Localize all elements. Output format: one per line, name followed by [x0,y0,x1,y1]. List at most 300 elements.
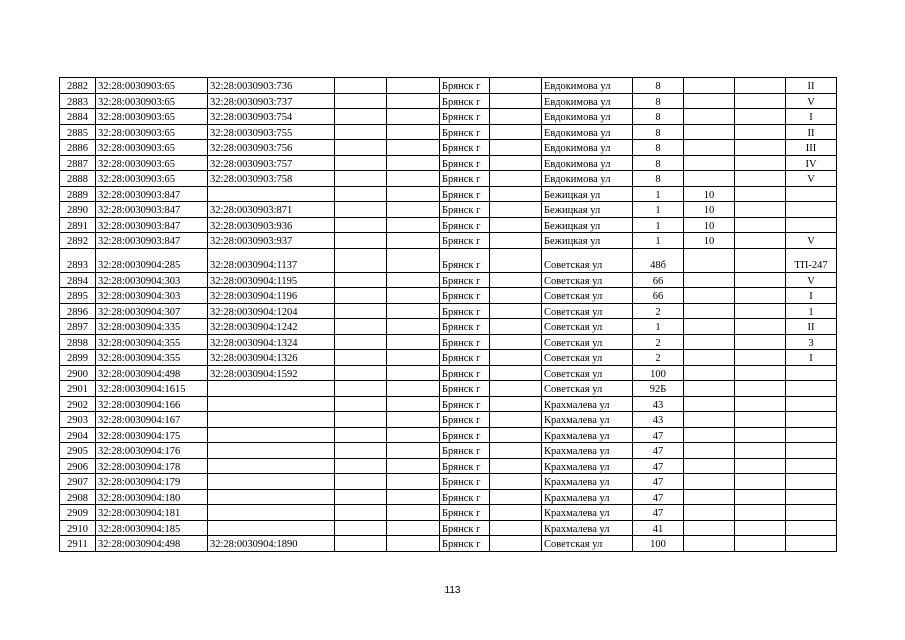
empty-cell [490,458,542,474]
empty-cell [735,334,786,350]
premises-part-cell [786,365,837,381]
empty-cell [735,365,786,381]
city-cell: Брянск г [440,505,490,521]
empty-cell [387,427,440,443]
parcel-cadastral-number-cell: 32:28:0030904:178 [96,458,208,474]
empty-cell [735,202,786,218]
parcel-cadastral-number-cell: 32:28:0030904:335 [96,319,208,335]
street-cell: Евдокимова ул [542,109,633,125]
street-cell: Евдокимова ул [542,171,633,187]
premises-part-cell: III [786,140,837,156]
table-row [60,78,837,94]
empty-cell [387,303,440,319]
empty-cell [387,474,440,490]
table-row [60,334,837,350]
empty-cell [735,427,786,443]
empty-cell [335,427,387,443]
object-cadastral-number-cell [208,427,335,443]
parcel-cadastral-number-cell: 32:28:0030903:847 [96,186,208,202]
empty-cell [335,140,387,156]
empty-cell [387,350,440,366]
empty-cell [490,109,542,125]
street-cell: Крахмалева ул [542,443,633,459]
empty-cell [387,124,440,140]
apartment-number-cell [684,124,735,140]
empty-cell [735,217,786,233]
empty-cell [735,124,786,140]
table-row [60,489,837,505]
parcel-cadastral-number-cell: 32:28:0030904:303 [96,288,208,304]
city-cell: Брянск г [440,536,490,552]
apartment-number-cell [684,303,735,319]
object-cadastral-number-cell [208,443,335,459]
city-cell: Брянск г [440,334,490,350]
empty-cell [387,272,440,288]
empty-cell [335,412,387,428]
house-number-cell: 8 [633,140,684,156]
premises-part-cell [786,412,837,428]
apartment-number-cell [684,109,735,125]
empty-cell [735,171,786,187]
house-number-cell: 66 [633,272,684,288]
empty-cell [490,536,542,552]
object-cadastral-number-cell: 32:28:0030903:757 [208,155,335,171]
object-cadastral-number-cell: 32:28:0030903:737 [208,93,335,109]
parcel-cadastral-number-cell: 32:28:0030903:65 [96,93,208,109]
city-cell: Брянск г [440,520,490,536]
apartment-number-cell [684,427,735,443]
street-cell: Советская ул [542,303,633,319]
city-cell: Брянск г [440,396,490,412]
parcel-cadastral-number-cell: 32:28:0030903:65 [96,78,208,94]
apartment-number-cell [684,288,735,304]
empty-cell [490,319,542,335]
empty-cell [335,474,387,490]
apartment-number-cell [684,334,735,350]
empty-cell [490,171,542,187]
object-cadastral-number-cell: 32:28:0030904:1592 [208,365,335,381]
parcel-cadastral-number-cell: 32:28:0030904:498 [96,536,208,552]
house-number-cell: 2 [633,334,684,350]
premises-part-cell [786,443,837,459]
row-number-cell: 2902 [60,396,96,412]
object-cadastral-number-cell: 32:28:0030904:1195 [208,272,335,288]
empty-cell [335,272,387,288]
city-cell: Брянск г [440,458,490,474]
city-cell: Брянск г [440,443,490,459]
house-number-cell: 43 [633,396,684,412]
premises-part-cell: I [786,350,837,366]
empty-cell [387,248,440,272]
object-cadastral-number-cell: 32:28:0030904:1137 [208,248,335,272]
house-number-cell: 8 [633,155,684,171]
street-cell: Евдокимова ул [542,140,633,156]
table-row [60,443,837,459]
empty-cell [335,505,387,521]
house-number-cell: 47 [633,489,684,505]
empty-cell [387,109,440,125]
empty-cell [387,155,440,171]
parcel-cadastral-number-cell: 32:28:0030903:65 [96,124,208,140]
empty-cell [490,474,542,490]
row-number-cell: 2901 [60,381,96,397]
empty-cell [490,202,542,218]
empty-cell [735,350,786,366]
parcel-cadastral-number-cell: 32:28:0030904:175 [96,427,208,443]
empty-cell [387,78,440,94]
empty-cell [335,124,387,140]
object-cadastral-number-cell: 32:28:0030904:1324 [208,334,335,350]
street-cell: Евдокимова ул [542,93,633,109]
object-cadastral-number-cell: 32:28:0030904:1326 [208,350,335,366]
page-number: 113 [444,585,461,596]
row-number-cell: 2889 [60,186,96,202]
empty-cell [335,171,387,187]
table-row [60,109,837,125]
object-cadastral-number-cell: 32:28:0030903:736 [208,78,335,94]
row-number-cell: 2885 [60,124,96,140]
empty-cell [387,381,440,397]
city-cell: Брянск г [440,93,490,109]
empty-cell [387,217,440,233]
empty-cell [387,520,440,536]
premises-part-cell [786,458,837,474]
table-row [60,248,837,272]
parcel-cadastral-number-cell: 32:28:0030904:1615 [96,381,208,397]
house-number-cell: 41 [633,520,684,536]
empty-cell [490,443,542,459]
table-row [60,303,837,319]
house-number-cell: 47 [633,458,684,474]
row-number-cell: 2900 [60,365,96,381]
apartment-number-cell [684,248,735,272]
street-cell: Евдокимова ул [542,124,633,140]
empty-cell [335,155,387,171]
city-cell: Брянск г [440,427,490,443]
parcel-cadastral-number-cell: 32:28:0030904:355 [96,334,208,350]
empty-cell [335,443,387,459]
city-cell: Брянск г [440,319,490,335]
empty-cell [735,186,786,202]
object-cadastral-number-cell [208,186,335,202]
object-cadastral-number-cell: 32:28:0030903:936 [208,217,335,233]
row-number-cell: 2906 [60,458,96,474]
table-row [60,155,837,171]
empty-cell [490,93,542,109]
empty-cell [335,334,387,350]
row-number-cell: 2895 [60,288,96,304]
empty-cell [735,140,786,156]
apartment-number-cell [684,396,735,412]
table-row [60,350,837,366]
parcel-cadastral-number-cell: 32:28:0030904:181 [96,505,208,521]
empty-cell [335,217,387,233]
city-cell: Брянск г [440,233,490,249]
object-cadastral-number-cell: 32:28:0030903:871 [208,202,335,218]
empty-cell [490,140,542,156]
table-row [60,233,837,249]
city-cell: Брянск г [440,248,490,272]
city-cell: Брянск г [440,78,490,94]
empty-cell [387,319,440,335]
empty-cell [335,536,387,552]
empty-cell [735,396,786,412]
street-cell: Евдокимова ул [542,78,633,94]
table-row [60,381,837,397]
premises-part-cell: V [786,93,837,109]
street-cell: Крахмалева ул [542,458,633,474]
house-number-cell: 47 [633,427,684,443]
row-number-cell: 2886 [60,140,96,156]
property-registry-table [59,77,837,552]
apartment-number-cell [684,520,735,536]
empty-cell [735,303,786,319]
apartment-number-cell [684,319,735,335]
city-cell: Брянск г [440,381,490,397]
empty-cell [335,202,387,218]
empty-cell [387,334,440,350]
empty-cell [387,288,440,304]
apartment-number-cell: 10 [684,217,735,233]
empty-cell [335,186,387,202]
empty-cell [335,233,387,249]
row-number-cell: 2891 [60,217,96,233]
empty-cell [490,124,542,140]
street-cell: Крахмалева ул [542,520,633,536]
empty-cell [335,458,387,474]
street-cell: Советская ул [542,319,633,335]
table-row [60,520,837,536]
parcel-cadastral-number-cell: 32:28:0030903:65 [96,171,208,187]
premises-part-cell [786,536,837,552]
empty-cell [335,350,387,366]
apartment-number-cell [684,505,735,521]
table-row [60,458,837,474]
empty-cell [490,365,542,381]
city-cell: Брянск г [440,303,490,319]
house-number-cell: 43 [633,412,684,428]
parcel-cadastral-number-cell: 32:28:0030903:847 [96,233,208,249]
premises-part-cell [786,489,837,505]
city-cell: Брянск г [440,365,490,381]
table-row [60,186,837,202]
empty-cell [387,536,440,552]
empty-cell [490,186,542,202]
table-row [60,140,837,156]
object-cadastral-number-cell: 32:28:0030904:1204 [208,303,335,319]
premises-part-cell: II [786,124,837,140]
table-row [60,288,837,304]
object-cadastral-number-cell [208,396,335,412]
empty-cell [735,319,786,335]
table-row [60,319,837,335]
empty-cell [735,109,786,125]
table-row [60,536,837,552]
premises-part-cell: V [786,171,837,187]
row-number-cell: 2884 [60,109,96,125]
empty-cell [335,78,387,94]
empty-cell [335,520,387,536]
empty-cell [490,396,542,412]
row-number-cell: 2896 [60,303,96,319]
empty-cell [490,489,542,505]
empty-cell [735,536,786,552]
empty-cell [490,78,542,94]
apartment-number-cell [684,381,735,397]
empty-cell [490,288,542,304]
premises-part-cell: IV [786,155,837,171]
table-row [60,217,837,233]
apartment-number-cell [684,474,735,490]
house-number-cell: 100 [633,536,684,552]
empty-cell [335,489,387,505]
empty-cell [735,474,786,490]
empty-cell [490,427,542,443]
object-cadastral-number-cell [208,381,335,397]
parcel-cadastral-number-cell: 32:28:0030904:285 [96,248,208,272]
parcel-cadastral-number-cell: 32:28:0030904:307 [96,303,208,319]
city-cell: Брянск г [440,272,490,288]
table-row [60,474,837,490]
table-row [60,427,837,443]
house-number-cell: 1 [633,217,684,233]
empty-cell [490,412,542,428]
house-number-cell: 8 [633,124,684,140]
house-number-cell: 92Б [633,381,684,397]
street-cell: Крахмалева ул [542,396,633,412]
empty-cell [335,396,387,412]
apartment-number-cell [684,140,735,156]
object-cadastral-number-cell: 32:28:0030904:1890 [208,536,335,552]
table-row [60,412,837,428]
street-cell: Советская ул [542,288,633,304]
apartment-number-cell: 10 [684,233,735,249]
empty-cell [490,381,542,397]
apartment-number-cell [684,93,735,109]
premises-part-cell [786,427,837,443]
street-cell: Крахмалева ул [542,412,633,428]
city-cell: Брянск г [440,140,490,156]
premises-part-cell [786,186,837,202]
empty-cell [735,520,786,536]
city-cell: Брянск г [440,288,490,304]
house-number-cell: 47 [633,443,684,459]
object-cadastral-number-cell: 32:28:0030903:754 [208,109,335,125]
empty-cell [735,272,786,288]
house-number-cell: 1 [633,186,684,202]
premises-part-cell: II [786,78,837,94]
city-cell: Брянск г [440,186,490,202]
row-number-cell: 2907 [60,474,96,490]
parcel-cadastral-number-cell: 32:28:0030904:303 [96,272,208,288]
empty-cell [490,233,542,249]
object-cadastral-number-cell: 32:28:0030903:758 [208,171,335,187]
house-number-cell: 66 [633,288,684,304]
house-number-cell: 1 [633,319,684,335]
empty-cell [490,350,542,366]
street-cell: Бежицкая ул [542,217,633,233]
parcel-cadastral-number-cell: 32:28:0030904:355 [96,350,208,366]
street-cell: Советская ул [542,365,633,381]
object-cadastral-number-cell [208,458,335,474]
row-number-cell: 2899 [60,350,96,366]
empty-cell [735,93,786,109]
parcel-cadastral-number-cell: 32:28:0030904:179 [96,474,208,490]
row-number-cell: 2893 [60,248,96,272]
row-number-cell: 2905 [60,443,96,459]
row-number-cell: 2894 [60,272,96,288]
apartment-number-cell [684,443,735,459]
row-number-cell: 2890 [60,202,96,218]
row-number-cell: 2898 [60,334,96,350]
empty-cell [335,319,387,335]
object-cadastral-number-cell: 32:28:0030904:1242 [208,319,335,335]
house-number-cell: 1 [633,202,684,218]
parcel-cadastral-number-cell: 32:28:0030903:65 [96,155,208,171]
street-cell: Бежицкая ул [542,202,633,218]
empty-cell [490,155,542,171]
apartment-number-cell: 10 [684,186,735,202]
row-number-cell: 2883 [60,93,96,109]
empty-cell [735,458,786,474]
empty-cell [387,443,440,459]
apartment-number-cell [684,171,735,187]
parcel-cadastral-number-cell: 32:28:0030903:847 [96,217,208,233]
parcel-cadastral-number-cell: 32:28:0030903:65 [96,109,208,125]
house-number-cell: 47 [633,474,684,490]
row-number-cell: 2904 [60,427,96,443]
premises-part-cell: V [786,233,837,249]
empty-cell [735,443,786,459]
premises-part-cell: 3 [786,334,837,350]
empty-cell [735,288,786,304]
table-row [60,124,837,140]
house-number-cell: 8 [633,109,684,125]
city-cell: Брянск г [440,474,490,490]
table-row [60,272,837,288]
house-number-cell: 48б [633,248,684,272]
city-cell: Брянск г [440,412,490,428]
apartment-number-cell [684,458,735,474]
object-cadastral-number-cell [208,489,335,505]
parcel-cadastral-number-cell: 32:28:0030904:166 [96,396,208,412]
street-cell: Советская ул [542,350,633,366]
row-number-cell: 2882 [60,78,96,94]
empty-cell [335,109,387,125]
empty-cell [490,303,542,319]
street-cell: Бежицкая ул [542,233,633,249]
premises-part-cell: I [786,109,837,125]
object-cadastral-number-cell: 32:28:0030904:1196 [208,288,335,304]
empty-cell [735,78,786,94]
house-number-cell: 100 [633,365,684,381]
apartment-number-cell [684,536,735,552]
empty-cell [735,489,786,505]
empty-cell [490,334,542,350]
city-cell: Брянск г [440,202,490,218]
street-cell: Советская ул [542,381,633,397]
empty-cell [335,248,387,272]
house-number-cell: 2 [633,303,684,319]
apartment-number-cell [684,412,735,428]
empty-cell [387,505,440,521]
city-cell: Брянск г [440,171,490,187]
empty-cell [335,303,387,319]
street-cell: Крахмалева ул [542,489,633,505]
street-cell: Советская ул [542,334,633,350]
empty-cell [387,396,440,412]
street-cell: Евдокимова ул [542,155,633,171]
